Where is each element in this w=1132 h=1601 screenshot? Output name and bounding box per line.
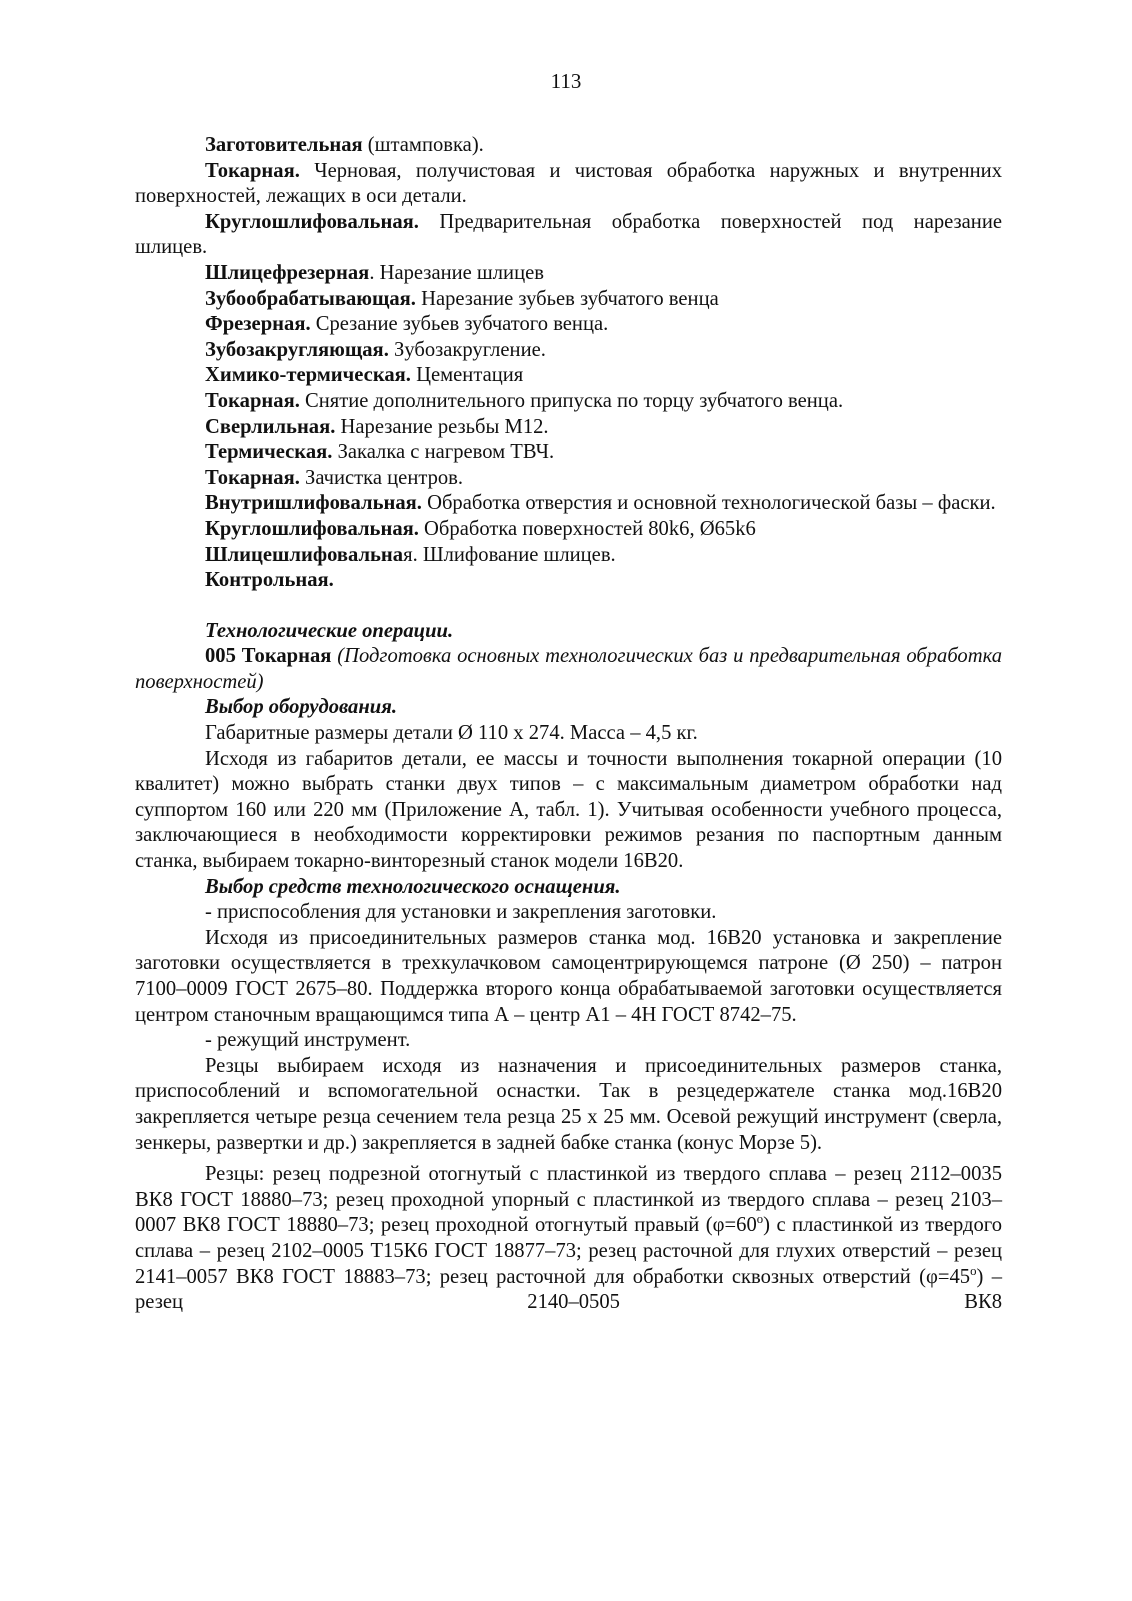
operation-line <box>135 159 1002 210</box>
operation-title: Круглошлифовальная. <box>205 210 419 233</box>
operation-text: Предварительная обработка поверхностей под нарезание шлицев. <box>135 210 1002 259</box>
operation-text: Закалка с нагревом ТВЧ. <box>332 441 555 464</box>
operation-title: Сверлильная. <box>205 415 336 438</box>
operation-line <box>135 312 1002 338</box>
operation-title: Химико-термическая. <box>205 364 411 387</box>
operation-line <box>135 210 1002 261</box>
operation-line <box>135 568 1002 594</box>
operation-title: Фрезерная. <box>205 313 311 336</box>
operation-005 <box>135 644 1002 695</box>
page-number: 113 <box>550 69 582 93</box>
fixtures-paragraph: Исходя из присоединительных размеров станка мод. 16В20 установка и закрепление заготовки осуществляется в трехкулачковом самоцентрирующемся патроне (Ø 250) – патрон 7100–0009 ГОСТ 2675–80. Поддержка второго конца обрабатываемой заготовки осуществляется центром станочным вращающимся типа А – центр А1 – 4Н ГОСТ 8742–75. <box>135 926 1002 1026</box>
spacer <box>135 594 1002 619</box>
tooling-heading-text: Выбор средств технологического оснащения. <box>205 875 621 898</box>
operation-title: Заготовительная <box>205 134 363 156</box>
operation-title: Круглошлифовальная. <box>205 517 419 540</box>
operation-line <box>135 543 1002 569</box>
operation-text: Обработка поверхностей 80k6, Ø65k6 <box>418 517 756 540</box>
operation-line <box>135 338 1002 364</box>
operation-line <box>135 287 1002 313</box>
fixtures-item: - приспособления для установки и закрепления заготовки. <box>205 901 717 924</box>
cutters-text-3: ) – резец 2140–0505 ВК8 <box>135 1265 1002 1314</box>
operation-title: Внутришлифовальная. <box>205 492 422 515</box>
tooling-heading <box>135 875 1002 901</box>
operation-line <box>135 440 1002 466</box>
section-title-text: Технологические операции. <box>205 619 454 642</box>
operation-line <box>135 261 1002 287</box>
operation-line <box>135 466 1002 492</box>
operation-line <box>135 517 1002 543</box>
operation-title: Токарная. <box>205 466 300 489</box>
operation-text: Обработка отверстия и основной технологической базы – фаски. <box>421 492 996 515</box>
equipment-paragraph: Исходя из габаритов детали, ее массы и точности выполнения токарной операции (10 квалитет) можно выбрать станки двух типов – с максимальным диаметром обработки над суппортом 160 или 220 мм (Приложение А, табл. 1). Учитывая особенности учебного процесса, заключающиеся в необходимости корректировки режимов резания по паспортным данным станка, выбираем токарно-винторезный станок модели 16В20. <box>135 747 1002 873</box>
operation-title: Шлицешлифовальна <box>205 543 404 566</box>
cutters-text-2: ) с пластинкой из твердого сплава – резец 2102–0005 Т15К6 ГОСТ 18877–73; резец расточной для глухих отверстий – резец 2141–0057 ВК8 ГОСТ 18883–73; резец расточной для обработки сквозных отверстий (φ=45 <box>135 1214 1003 1288</box>
operation-title: Зубозакругляющая. <box>205 338 389 361</box>
cutters-text-1: Резцы: резец подрезной отогнутый с пластинкой из твердого сплава – резец 2112–0035 ВК8 ГОСТ 18880–73; резец проходной упорный с пластинкой из твердого сплава – резец 2103–0007 ВК8 ГОСТ 18880–73; резец проходной отогнутый правый (φ=60 <box>135 1163 1002 1237</box>
section-title <box>135 619 1002 645</box>
operation-line <box>135 363 1002 389</box>
operation-text: Нарезание резьбы М12. <box>335 415 549 438</box>
operation-text: Срезание зубьев зубчатого венца. <box>310 313 609 336</box>
operation-text: Цементация <box>410 364 524 387</box>
operation-line <box>135 389 1002 415</box>
equipment-heading <box>135 695 1002 721</box>
operation-text: (штамповка). <box>362 134 484 156</box>
operation-text: Зачистка центров. <box>299 466 464 489</box>
operation-text: я. Шлифование шлицев. <box>403 543 616 566</box>
operation-title: Контрольная. <box>205 569 334 592</box>
operation-005-subtitle: (Подготовка основных технологических баз и предварительная обработка поверхностей) <box>135 645 1002 693</box>
operation-title: Шлицефрезерная <box>205 261 370 284</box>
operation-title: Токарная. <box>205 159 300 182</box>
operation-title: Токарная. <box>205 389 300 412</box>
degree-mark: о <box>970 1263 977 1278</box>
equipment-dimensions: Габаритные размеры детали Ø 110 х 274. Масса – 4,5 кг. <box>205 722 698 745</box>
operation-text: Зубозакругление. <box>388 338 546 361</box>
operation-line <box>135 133 1002 159</box>
tools-item: - режущий инструмент. <box>205 1029 411 1052</box>
cutters-paragraph <box>135 1162 1002 1316</box>
operation-text: Нарезание зубьев зубчатого венца <box>415 287 719 310</box>
operation-text: Черновая, получистовая и чистовая обработка наружных и внутренних поверхностей, лежащих в оси детали. <box>135 159 1002 208</box>
degree-mark: о <box>756 1212 764 1227</box>
operation-title: Зубообрабатывающая. <box>205 287 416 310</box>
tools-paragraph: Резцы выбираем исходя из назначения и присоединительных размеров станка, приспособлений и вспомогательной оснастки. Так в резцедержателе станка мод.16В20 закрепляется четыре резца сечением тела резца 25 х 25 мм. Осевой режущий инструмент (сверла, зенкеры, развертки и др.) закрепляется в задней бабке станка (конус Морзе 5). <box>135 1054 1002 1154</box>
operation-line <box>135 415 1002 441</box>
operation-text: . Нарезание шлицев <box>369 261 544 284</box>
page-content <box>135 133 1002 1316</box>
operation-title: Термическая. <box>205 441 333 464</box>
operation-text: Снятие дополнительного припуска по торцу зубчатого венца. <box>299 389 844 412</box>
equipment-heading-text: Выбор оборудования. <box>205 696 397 719</box>
operation-005-title: 005 Токарная <box>205 645 332 668</box>
operation-line <box>135 491 1002 517</box>
